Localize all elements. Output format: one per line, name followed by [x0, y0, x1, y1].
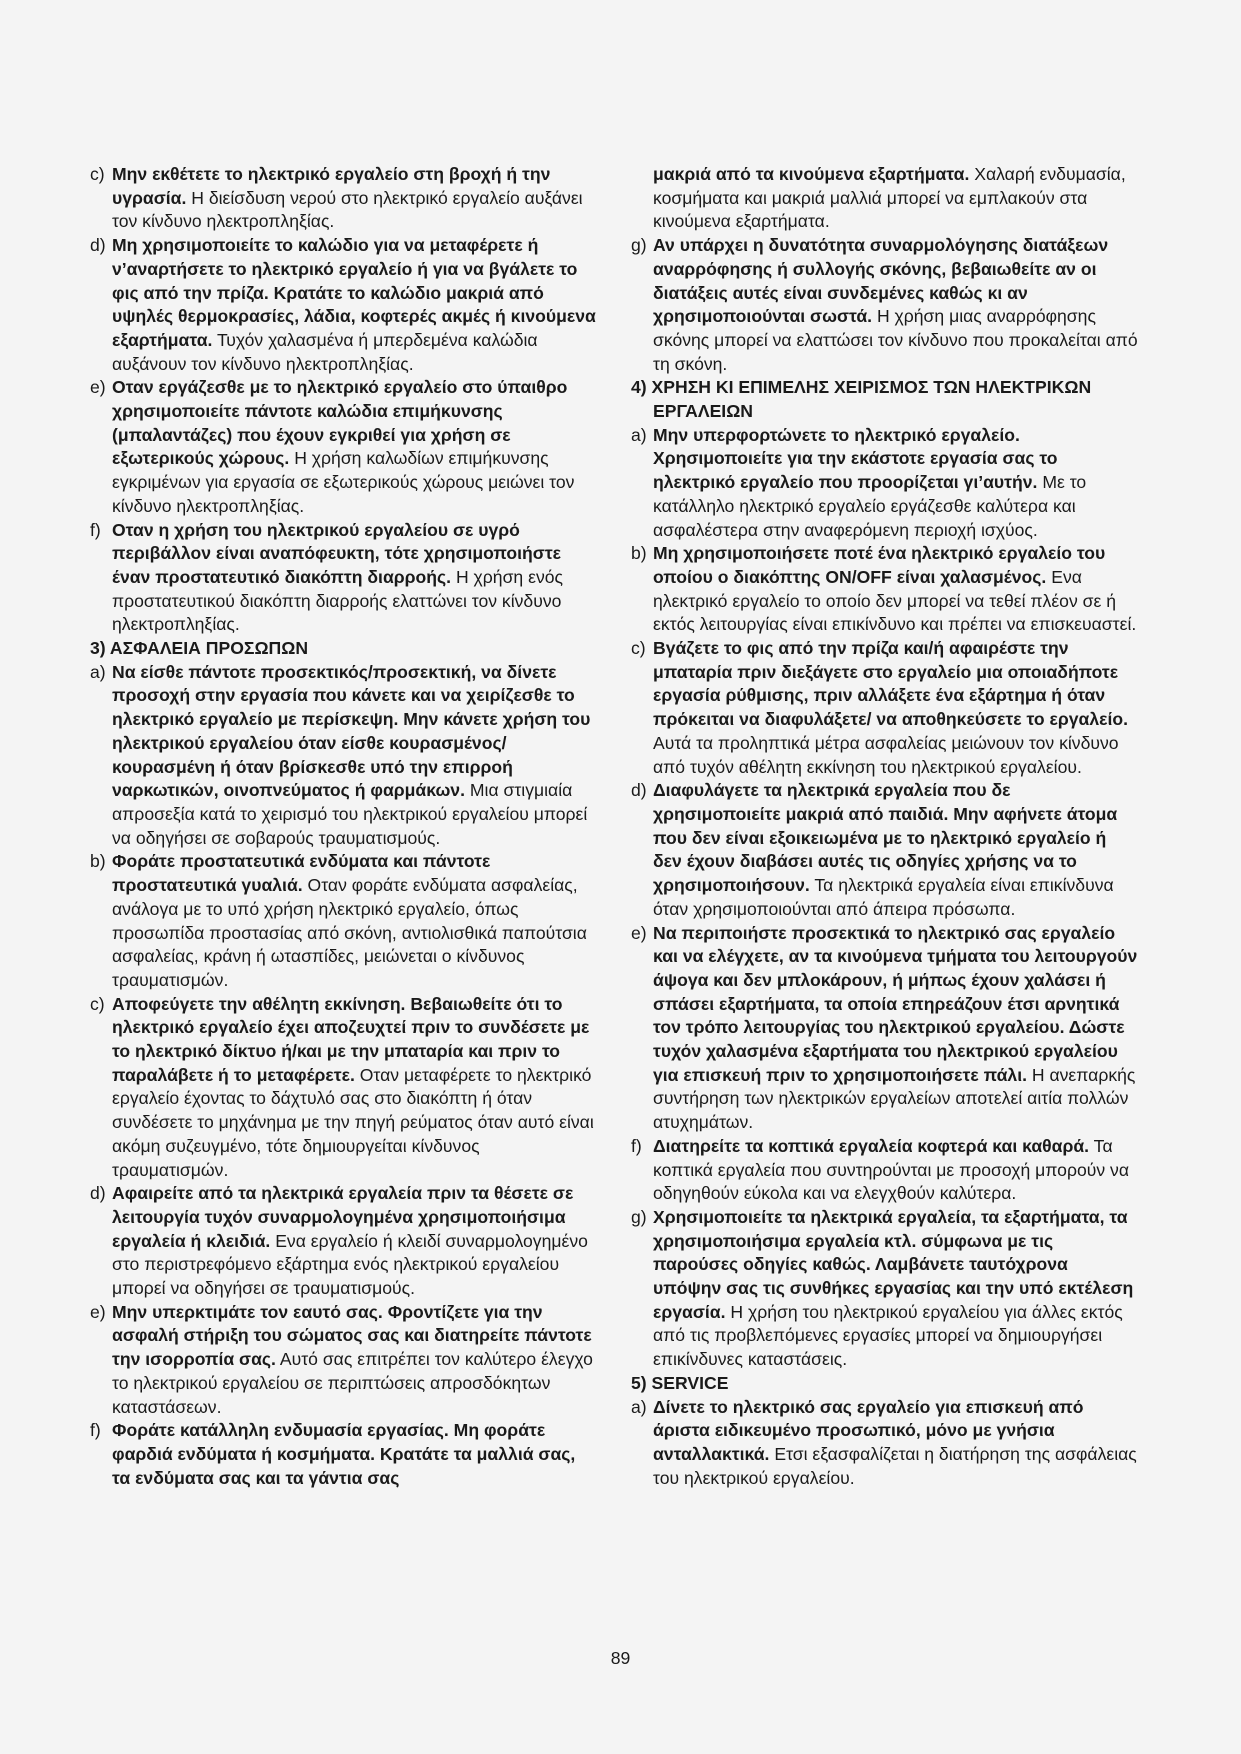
left-column — [90, 163, 598, 1490]
right-column — [631, 163, 1139, 1490]
list-item: a) Να είσθε πάντοτε προσεκτικός/προσεκτική, να δίνετε προσοχή στην εργασία που κάνετε και να χειρίζεσθε το ηλεκτρικό εργαλείο με περίσκεψη. Μην κάνετε χρήση του ηλεκτρικού εργαλείου όταν είσθε κουρασμένος/κουρασμένη ή όταν βρίσκεσθε υπό την επιρροή ναρκωτικών, οινοπνεύματος ή φαρμάκων. Μια στιγμιαία απροσεξία κατά το χειρισμό του ηλεκτρικού εργαλείου μπορεί να οδηγήσει σε σοβαρούς τραυματισμούς. — [90, 661, 591, 848]
list-item: b) Μη χρησιμοποιήσετε ποτέ ένα ηλεκτρικό εργαλείο του οποίου ο διακόπτης ON/OFF είναι χαλασμένος. Ενα ηλεκτρικό εργαλείο το οποίο δεν μπορεί να τεθεί πλέον σε ή εκτός λειτουργίας είναι επικίνδυνο και πρέπει να επισκευαστεί. — [631, 543, 1137, 635]
list-item: e) Οταν εργάζεσθε με το ηλεκτρικό εργαλείο στο ύπαιθρο χρησιμοποιείτε πάντοτε καλώδια επιμήκυνσης (μπαλαντάζες) που έχουν εγκριθεί για χρήση σε εξωτερικούς χώρους. Η χρήση καλωδίων επιμήκυνσης εγκριμένων για εργασία σε εξωτερικούς χώρους μειώνει τον κίνδυνο ηλεκτροπληξίας. — [90, 377, 575, 516]
list-item: d) Διαφυλάγετε τα ηλεκτρικά εργαλεία που δε χρησιμοποιείτε μακριά από παιδιά. Μην αφήνετε άτομα που δεν είναι εξοικειωμένα με το ηλεκτρικό εργαλείο ή δεν έχουν διαβάσει αυτές τις οδηγίες χρήσης να το χρησιμοποιήσουν. Τα ηλεκτρικά εργαλεία είναι επικίνδυνα όταν χρησιμοποιούνται από άπειρα πρόσωπα. — [631, 780, 1118, 919]
list-item: e) Μην υπερκτιμάτε τον εαυτό σας. Φροντίζετε για την ασφαλή στήριξη του σώματος σας και διατηρείτε πάντοτε την ισορροπία σας. Αυτό σας επιτρέπει τον καλύτερο έλεγχο το ηλεκτρικού εργαλείου σε περιπτώσεις απροσδόκητων καταστάσεων. — [90, 1301, 593, 1417]
list-item: f) Οταν η χρήση του ηλεκτρικού εργαλείου σε υγρό περιβάλλον είναι αναπόφευκτη, τότε χρησιμοποιήστε έναν προστατευτικό διακόπτη διαρροής. Η χρήση ενός προστατευτικού διακόπτη διαρροής ελαττώνει τον κίνδυνο ηλεκτροπληξίας. — [90, 519, 564, 635]
list-item: a) Δίνετε το ηλεκτρικό σας εργαλείο για επισκευή από άριστα ειδικευμένο προσωπικό, μόνο με γνήσια ανταλλακτικά. Ετσι εξασφαλίζεται η διατήρηση της ασφάλειας του ηλεκτρικού εργαλείου. — [631, 1396, 1137, 1488]
list-item: g) Χρησιμοποιείτε τα ηλεκτρικά εργαλεία, τα εξαρτήματα, τα χρησιμοποιήσιμα εργαλεία κτλ. σύμφωνα με τις παρούσες οδηγίες καθώς. Λαμβάνετε ταυτόχρονα υπόψην σας τις συνθήκες εργασίας και την υπό εκτέλεση εργασία. Η χρήση του ηλεκτρικού εργαλείου για άλλες εκτός από τις προβλεπόμενες εργασίες μπορεί να δημιουργήσει επικίνδυνες καταστάσεις. — [631, 1206, 1134, 1370]
list-item: b) Φοράτε προστατευτικά ενδύματα και πάντοτε προστατευτικά γυαλιά. Οταν φοράτε ενδύματα ασφαλείας, ανάλογα με το υπό χρήση ηλεκτρικό εργαλείο, όπως προσωπίδα προστασίας από σκόνη, αντιολισθικά παπούτσια ασφαλείας, κράνη ή ωτασπίδες, μειώνεται ο κίνδυνος τραυματισμών. — [90, 851, 587, 990]
list-item: c) Μην εκθέτετε το ηλεκτρικό εργαλείο στη βροχή ή την υγρασία. Η διείσδυση νερού στο ηλεκτρικό εργαλείο αυξάνει τον κίνδυνο ηλεκτροπληξίας. — [90, 164, 583, 232]
section-heading: 3) ΑΣΦΑΛΕΙΑ ΠΡΟΣΩΠΩΝ — [90, 638, 309, 659]
list-item: f) Φοράτε κατάλληλη ενδυμασία εργασίας. Μη φοράτε φαρδιά ενδύματα ή κοσμήματα. Κρατάτε τα μαλλιά σας, τα ενδύματα σας και τα γάντια σας — [90, 1420, 576, 1488]
list-item: c) Αποφεύγετε την αθέλητη εκκίνηση. Βεβαιωθείτε ότι το ηλεκτρικό εργαλείο έχει αποζευχτεί πριν το συνδέσετε με το ηλεκτρικό δίκτυο ή/και με την μπαταρία και πριν το παραλάβετε ή το μεταφέρετε. Οταν μεταφέρετε το ηλεκτρικό εργαλείο έχοντας το δάχτυλό σας στο διακόπτη ή όταν συνδέσετε το μηχάνημα με την πηγή ρεύματος όταν αυτό είναι ακόμη συζευγμένο, τότε δημιουργείται κίνδυνος τραυματισμών. — [90, 993, 594, 1180]
page-number: 89 — [610, 1648, 631, 1668]
section-heading: 4) ΧΡΗΣΗ ΚΙ ΕΠΙΜΕΛΗΣ ΧΕΙΡΙΣΜΟΣ ΤΩΝ ΗΛΕΚΤΡΙΚΩΝ ΕΡΓΑΛΕΙΩΝ — [631, 377, 1092, 422]
list-item: g) Αν υπάρχει η δυνατότητα συναρμολόγησης διατάξεων αναρρόφησης ή συλλογής σκόνης, βεβαιωθείτε αν οι διατάξεις αυτές είναι συνδεμένες καθώς κι αν χρησιμοποιούνται σωστά. Η χρήση μιας αναρρόφησης σκόνης μπορεί να ελαττώσει τον κίνδυνο που προκαλείται από τη σκόνη. — [631, 235, 1138, 374]
list-item: e) Να περιποιήστε προσεκτικά το ηλεκτρικό σας εργαλείο και να ελέγχετε, αν τα κινούμενα τμήματα του λειτουργούν άψογα και δεν μπλοκάρουν, ή μήπως έχουν χαλάσει ή σπάσει εξαρτήματα, τα οποία επηρεάζουν έτσι αρνητικά τον τρόπο λειτουργίας του ηλεκτρικού εργαλείου. Δώστε τυχόν χαλασμένα εξαρτήματα του ηλεκτρικού εργαλείου για επισκευή πριν το χρησιμοποιήσετε πάλι. Η ανεπαρκής συντήρηση των ηλεκτρικών εργαλείων αποτελεί αιτία πολλών ατυχημάτων. — [631, 922, 1138, 1133]
list-item: f) Διατηρείτε τα κοπτικά εργαλεία κοφτερά και καθαρά. Τα κοπτικά εργαλεία που συντηρούνται με προσοχή μπορούν να οδηγηθούν εύκολα και να ελεγχθούν καλύτερα. — [631, 1135, 1130, 1204]
list-item-continued: μακριά από τα κινούμενα εξαρτήματα. Χαλαρή ενδυμασία, κοσμήματα και μακριά μαλλιά μπορεί να εμπλακούν στα κινούμενα εξαρτήματα. — [653, 164, 1126, 232]
section-heading: 5) SERVICE — [631, 1372, 729, 1393]
list-item: d) Αφαιρείτε από τα ηλεκτρικά εργαλεία πριν τα θέσετε σε λειτουργία τυχόν συναρμολογημένα χρησιμοποιήσιμα εργαλεία ή κλειδιά. Ενα εργαλείο ή κλειδί συναρμολογημένο στο περιστρεφόμενο εξάρτημα ενός ηλεκτρικού εργαλείου μπορεί να οδηγήσει σε τραυματισμούς. — [90, 1183, 588, 1299]
list-item: c) Βγάζετε το φις από την πρίζα και/ή αφαιρέστε την μπαταρία πριν διεξάγετε στο εργαλείο μια οποιαδήποτε εργασία ρύθμισης, πριν αλλάξετε ένα εξάρτημα ή όταν πρόκειται να διαφυλάξετε/ να αποθηκεύσετε το εργαλείο. Αυτά τα προληπτικά μέτρα ασφαλείας μειώνουν τον κίνδυνο από τυχόν αθέλητη εκκίνηση του ηλεκτρικού εργαλείου. — [631, 638, 1128, 777]
list-item: a) Μην υπερφορτώνετε το ηλεκτρικό εργαλείο. Χρησιμοποιείτε για την εκάστοτε εργασία σας το ηλεκτρικό εργαλείο που προορίζεται γι’αυτήν. Με το κατάλληλο ηλεκτρικό εργαλείο εργάζεσθε καλύτερα και ασφαλέστερα στην αναφερόμενη περιοχή ισχύος. — [631, 424, 1087, 540]
list-item: d) Μη χρησιμοποιείτε το καλώδιο για να μεταφέρετε ή ν’αναρτήσετε το ηλεκτρικό εργαλείο ή για να βγάλετε το φις από την πρίζα. Κρατάτε το καλώδιο μακριά από υψηλές θερμοκρασίες, λάδια, κοφτερές ακμές ή κινούμενα εξαρτήματα. Τυχόν χαλασμένα ή μπερδεμένα καλώδια αυξάνουν τον κίνδυνο ηλεκτροπληξίας. — [90, 235, 596, 374]
